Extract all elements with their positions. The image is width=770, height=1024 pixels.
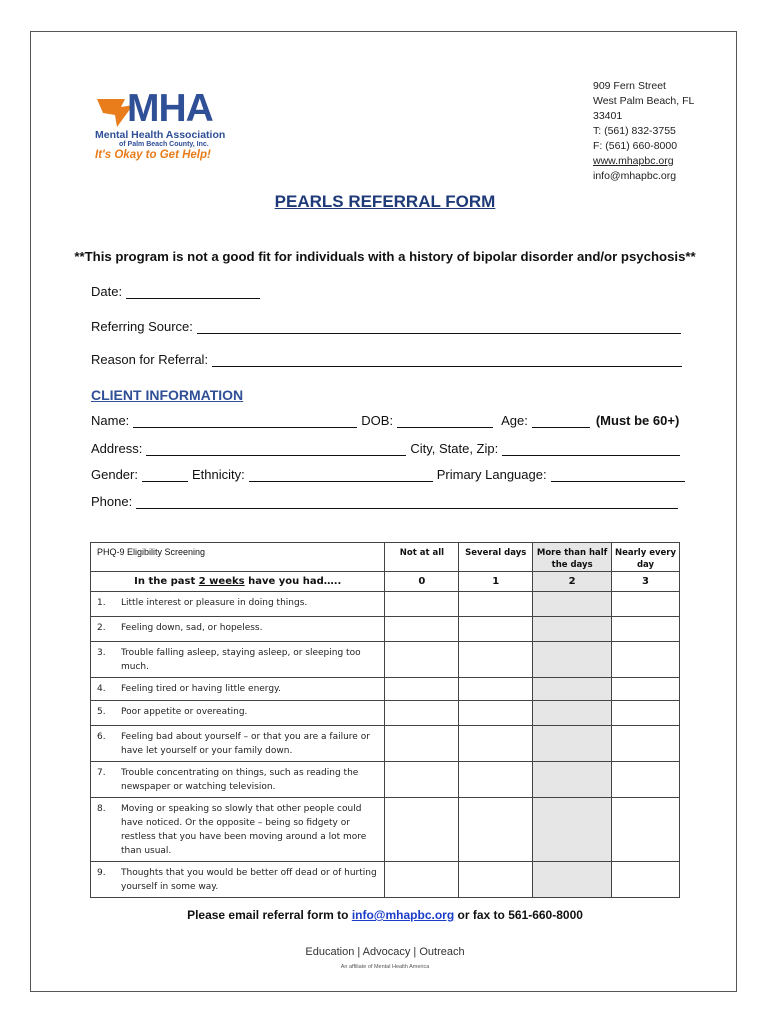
answer-cell-score-2[interactable] bbox=[533, 642, 612, 678]
city-state-zip-label: City, State, Zip: bbox=[410, 441, 499, 456]
address-fax: F: (561) 660-8000 bbox=[593, 140, 678, 152]
answer-cell-score-2[interactable] bbox=[533, 617, 612, 642]
column-not-at-all: Not at all bbox=[385, 543, 459, 572]
score-3: 3 bbox=[612, 572, 680, 592]
answer-cell-score-1[interactable] bbox=[459, 798, 533, 862]
referring-source-label: Referring Source: bbox=[91, 319, 193, 334]
answer-cell-score-1[interactable] bbox=[459, 726, 533, 762]
referring-source-row bbox=[91, 319, 685, 334]
phq9-question-row bbox=[91, 762, 680, 798]
answer-cell-score-0[interactable] bbox=[385, 617, 459, 642]
mha-logo bbox=[95, 87, 255, 163]
address-zip: 33401 bbox=[593, 110, 623, 122]
answer-cell-score-0[interactable] bbox=[385, 726, 459, 762]
question-number: 2. bbox=[97, 623, 106, 633]
answer-cell-score-1[interactable] bbox=[459, 642, 533, 678]
answer-cell-score-3[interactable] bbox=[612, 862, 680, 898]
phq9-questions bbox=[91, 592, 680, 898]
answer-cell-score-1[interactable] bbox=[459, 701, 533, 726]
date-field[interactable] bbox=[126, 285, 260, 299]
question-number: 1. bbox=[97, 598, 106, 608]
ethnicity-field[interactable] bbox=[249, 468, 433, 482]
city-state-zip-field[interactable] bbox=[502, 442, 680, 456]
question-number: 7. bbox=[97, 768, 106, 778]
answer-cell-score-2[interactable] bbox=[533, 762, 612, 798]
column-nearly-every-day: Nearly every day bbox=[612, 543, 680, 572]
language-field[interactable] bbox=[551, 468, 685, 482]
client-information-heading: CLIENT INFORMATION bbox=[91, 387, 244, 403]
question-text: Trouble falling asleep, staying asleep, or sleeping too much. bbox=[121, 648, 361, 672]
answer-cell-score-3[interactable] bbox=[612, 678, 680, 701]
client-phone-row bbox=[91, 494, 682, 509]
question-cell bbox=[91, 642, 385, 678]
column-several-days: Several days bbox=[459, 543, 533, 572]
phq9-question-row bbox=[91, 862, 680, 898]
address-label: Address: bbox=[91, 441, 143, 456]
question-cell bbox=[91, 762, 385, 798]
eligibility-note: **This program is not a good fit for individuals with a history of bipolar disorder and/or psychosis** bbox=[74, 249, 696, 264]
answer-cell-score-2[interactable] bbox=[533, 701, 612, 726]
logo-org-location: of Palm Beach County, Inc. bbox=[119, 141, 209, 148]
question-text: Moving or speaking so slowly that other people could have noticed. Or the opposite – being so fidgety or restless that you have been moving around a lot more than usual. bbox=[121, 804, 367, 856]
email-link[interactable]: info@mhapbc.org bbox=[351, 908, 455, 922]
dob-label: DOB: bbox=[361, 413, 394, 428]
reason-row bbox=[91, 352, 686, 367]
phq9-question-row bbox=[91, 798, 680, 862]
phq9-question-prompt: In the past 2 weeks have you had….. bbox=[91, 572, 385, 592]
client-name-row bbox=[91, 413, 679, 428]
phq9-question-row bbox=[91, 592, 680, 617]
score-2: 2 bbox=[533, 572, 612, 592]
question-number: 8. bbox=[97, 804, 106, 814]
question-text: Poor appetite or overeating. bbox=[121, 707, 248, 717]
answer-cell-score-0[interactable] bbox=[385, 862, 459, 898]
question-text: Feeling bad about yourself – or that you are a failure or have let yourself or your family down. bbox=[121, 732, 370, 756]
client-demographics-row bbox=[91, 467, 689, 482]
answer-cell-score-1[interactable] bbox=[459, 762, 533, 798]
answer-cell-score-0[interactable] bbox=[385, 642, 459, 678]
question-cell bbox=[91, 678, 385, 701]
answer-cell-score-0[interactable] bbox=[385, 701, 459, 726]
question-text: Thoughts that you would be better off dead or of hurting yourself in some way. bbox=[121, 868, 377, 892]
answer-cell-score-3[interactable] bbox=[612, 617, 680, 642]
answer-cell-score-1[interactable] bbox=[459, 617, 533, 642]
address-phone: T: (561) 832-3755 bbox=[593, 125, 676, 137]
answer-cell-score-2[interactable] bbox=[533, 592, 612, 617]
answer-cell-score-1[interactable] bbox=[459, 592, 533, 617]
phq9-question-row bbox=[91, 701, 680, 726]
question-cell bbox=[91, 617, 385, 642]
phq9-question-row bbox=[91, 726, 680, 762]
score-1: 1 bbox=[459, 572, 533, 592]
affiliate-note: An affiliate of Mental Health America bbox=[340, 964, 430, 970]
question-text: Trouble concentrating on things, such as reading the newspaper or watching television. bbox=[121, 768, 359, 792]
answer-cell-score-3[interactable] bbox=[612, 762, 680, 798]
question-cell bbox=[91, 592, 385, 617]
phone-label: Phone: bbox=[91, 494, 133, 509]
date-row bbox=[91, 284, 264, 299]
date-label: Date: bbox=[91, 284, 123, 299]
name-label: Name: bbox=[91, 413, 130, 428]
answer-cell-score-2[interactable] bbox=[533, 726, 612, 762]
answer-cell-score-2[interactable] bbox=[533, 862, 612, 898]
contact-address-block bbox=[593, 79, 694, 184]
column-more-than-half: More than half the days bbox=[533, 543, 612, 572]
question-number: 9. bbox=[97, 868, 106, 878]
answer-cell-score-0[interactable] bbox=[385, 762, 459, 798]
gender-label: Gender: bbox=[91, 467, 138, 482]
reason-label: Reason for Referral: bbox=[91, 352, 209, 367]
logo-tagline: It's Okay to Get Help! bbox=[95, 149, 211, 161]
phone-field[interactable] bbox=[136, 495, 678, 509]
answer-cell-score-2[interactable] bbox=[533, 798, 612, 862]
phq9-title: PHQ-9 Eligibility Screening bbox=[91, 543, 385, 572]
answer-cell-score-0[interactable] bbox=[385, 592, 459, 617]
question-text: Feeling tired or having little energy. bbox=[121, 684, 281, 694]
name-field[interactable] bbox=[133, 414, 357, 428]
answer-cell-score-0[interactable] bbox=[385, 798, 459, 862]
answer-cell-score-3[interactable] bbox=[612, 701, 680, 726]
age-field[interactable] bbox=[532, 414, 590, 428]
address-field[interactable] bbox=[146, 442, 406, 456]
submission-instructions: Please email referral form to info@mhapbc.org or fax to 561-660-8000 bbox=[187, 908, 583, 922]
question-cell bbox=[91, 701, 385, 726]
gender-field[interactable] bbox=[142, 468, 188, 482]
answer-cell-score-2[interactable] bbox=[533, 678, 612, 701]
phq9-question-row bbox=[91, 642, 680, 678]
question-text: Feeling down, sad, or hopeless. bbox=[121, 623, 263, 633]
question-number: 5. bbox=[97, 707, 106, 717]
age-requirement: (Must be 60+) bbox=[595, 413, 680, 428]
footer-tagline: Education | Advocacy | Outreach bbox=[305, 946, 465, 958]
question-number: 6. bbox=[97, 732, 106, 742]
answer-cell-score-3[interactable] bbox=[612, 642, 680, 678]
phq9-question-row bbox=[91, 678, 680, 701]
ethnicity-label: Ethnicity: bbox=[191, 467, 245, 482]
client-address-row bbox=[91, 441, 684, 456]
phq9-question-row bbox=[91, 617, 680, 642]
referring-source-field[interactable] bbox=[197, 320, 681, 334]
question-cell bbox=[91, 862, 385, 898]
question-cell bbox=[91, 726, 385, 762]
reason-field[interactable] bbox=[212, 353, 682, 367]
answer-cell-score-3[interactable] bbox=[612, 726, 680, 762]
answer-cell-score-1[interactable] bbox=[459, 862, 533, 898]
answer-cell-score-3[interactable] bbox=[612, 798, 680, 862]
question-number: 3. bbox=[97, 648, 106, 658]
phq9-subheader-row bbox=[91, 572, 680, 592]
question-text: Little interest or pleasure in doing things. bbox=[121, 598, 308, 608]
address-email: info@mhapbc.org bbox=[593, 170, 677, 182]
answer-cell-score-1[interactable] bbox=[459, 678, 533, 701]
logo-mha-text: MHA bbox=[127, 87, 213, 130]
score-0: 0 bbox=[385, 572, 459, 592]
answer-cell-score-3[interactable] bbox=[612, 592, 680, 617]
age-label: Age: bbox=[501, 413, 528, 428]
logo-org-name: Mental Health Association bbox=[95, 129, 226, 141]
question-number: 4. bbox=[97, 684, 106, 694]
form-title: PEARLS REFERRAL FORM bbox=[274, 192, 496, 211]
answer-cell-score-0[interactable] bbox=[385, 678, 459, 701]
phq9-header-row bbox=[91, 543, 680, 572]
language-label: Primary Language: bbox=[436, 467, 547, 482]
question-cell bbox=[91, 798, 385, 862]
website-link[interactable]: www.mhapbc.org bbox=[593, 155, 674, 167]
address-street: 909 Fern Street bbox=[593, 80, 666, 92]
phq9-table bbox=[90, 542, 680, 898]
address-city: West Palm Beach, FL bbox=[593, 95, 695, 107]
dob-field[interactable] bbox=[397, 414, 493, 428]
